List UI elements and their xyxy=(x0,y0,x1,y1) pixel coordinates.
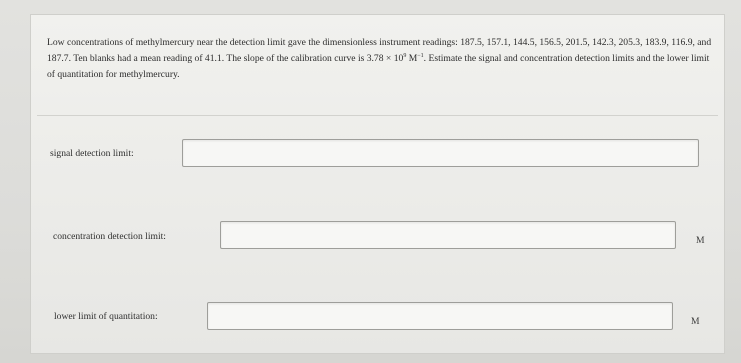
question-text xyxy=(47,35,713,83)
concentration-detection-input[interactable] xyxy=(220,221,676,249)
question-text-part3: . Estimate the signal and concentration detection limits and the lower limit of quantitation for methylmercury. xyxy=(47,53,710,80)
question-card xyxy=(30,14,725,354)
question-text-part1: Low concentrations of methylmercury near the detection limit gave the dimensionless instrument readings: 187.5, 157.1, 144.5, 156.5, 201.5, 142.3, 205.3, 183.9, 116.9, and 187.7. Ten blanks had a mean reading of 41.1. The slope of the calibration curve is 3.78 × 10 xyxy=(47,37,712,64)
signal-detection-label: signal detection limit: xyxy=(50,148,134,159)
signal-detection-input[interactable] xyxy=(182,139,699,167)
section-divider xyxy=(37,115,718,116)
lower-quantitation-input[interactable] xyxy=(207,302,673,330)
question-text-part2: M xyxy=(406,53,418,64)
exponent-nine: 9 xyxy=(403,52,407,59)
concentration-detection-label: concentration detection limit: xyxy=(53,231,166,242)
exponent-minus-one: −1 xyxy=(417,52,424,59)
lower-quantitation-label: lower limit of quantitation: xyxy=(54,311,158,322)
concentration-unit-label: M xyxy=(696,235,705,246)
lower-quantitation-unit-label: M xyxy=(691,316,700,327)
